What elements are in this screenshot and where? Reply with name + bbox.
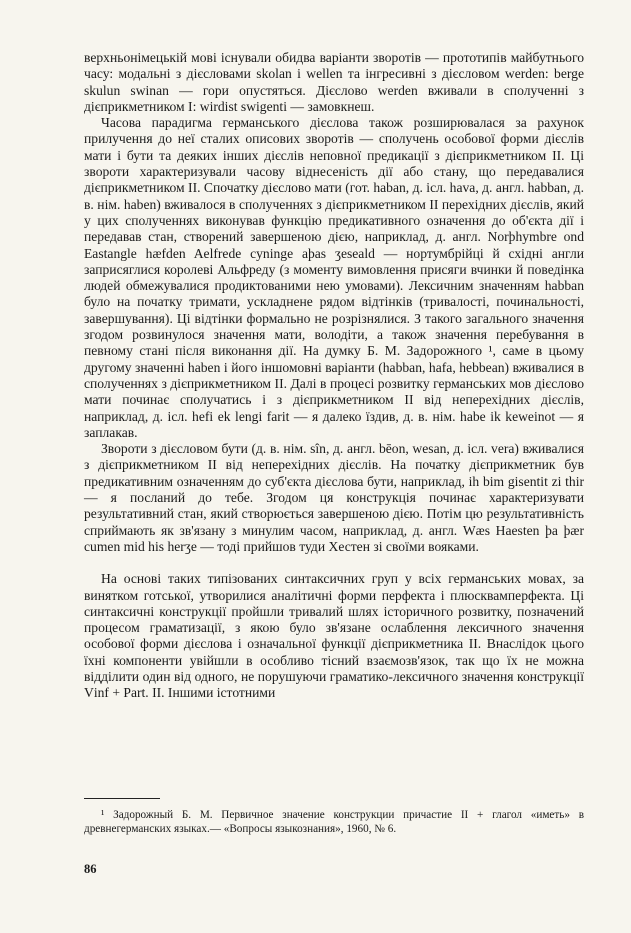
paragraph-3: Звороти з дієсловом бути (д. в. нім. sîn, д. англ. bēon, wesan, д. icл. vera) вживалися з дієприкметником II від неперехідних дієслів. На початку дієприкметник був предикативним означенням до суб'єкта дієслова бути, наприклад, ih bim gisentit zi thir — я посланий до тебе. Згодом ця конструкція починає характеризувати результативний стан, який створюється завершеною дією. Потім цю результативність сприймають як зв'язану з минулим часом, наприклад, д. англ. Wæs Haesten þa þær cumen mid his herʒe — тоді прийшов туди Хестен зі своїми вояками. [84,441,584,554]
paragraph-2: Часова парадигма германського дієслова також розширювалася за рахунок прилучення до неї сталих описових зворотів — сполучень особової форми дієслів мати і бути та деяких інших дієслів неповної предикації з дієприкметником II. Ці звороти характеризували часову віднесеність дії або стану, що передавалися дієприкметником II. Спочатку дієслово мати (гот. haban, д. icл. hava, д. англ. habban, д. в. нім. haben) вживалося в сполученнях з дієприкметником II перехідних дієслів, який у цих сполученнях виконував функцію предикативного означення до об'єкта дії і передавав стан, створений завершеною дією, наприклад, д. англ. Norþhymbre ond Eastangle hæfden Aelfrede cyninge aþas ʒeseald — нортумбрійці й східні англи заприсяглися королеві Альфреду (з моменту вимовлення присяги вчинки й поведінка людей обмежувалися продиктованими нею умовами). Лексичним значенням habban було на початку тримати, ускладнене рядом відтінків (тривалості, починальності, завершування). Ці відтінки формально не розрізнялися. З такого загального значення згодом розвинулося значення мати, володіти, а також значення перебування в певному стані після виконання дії. На думку Б. М. Задорожного ¹, саме в цьому другому значенні haben і його іншомовні варіанти (habban, hafa, hebbean) вживалися в сполученнях з дієприкметником II. Далі в процесі розвитку германських мов дієслово мати починає сполучатись і з дієприкметником II від неперехідних дієслів, наприклад, д. icл. hefi ek lengi farit — я далеко їздив, д. в. нім. habe ik keweinot — я заплакав. [84,115,584,440]
footnote: ¹ Задорожный Б. М. Первичное значение конструкции причастие II + глагол «иметь» в древнегерманских языках.— «Вопросы языкознания», 1960, № 6. [84,809,584,835]
page-number: 86 [84,862,97,876]
footnote-rule [84,798,160,799]
body-text [84,50,584,702]
paragraph-4: На основі таких типізованих синтаксичних груп у всіх германських мовах, за винятком готської, утворилися аналітичні форми перфекта і плюсквамперфекта. Ці синтаксичні конструкції пройшли тривалий шлях історичного розвитку, позначений процесом граматизації, з якою було зв'язане ослаблення лексичного значення особової форми дієслова і означальної функції дієприкметника II. Внаслідок цього їхні компоненти увійшли в особливо тісний взаємозв'язок, так що їх не можна відділити один від одного, не порушуючи граматико-лексичного значення конструкції Vіnf + Part. II. Іншими істотними [84,571,584,701]
paragraph-1: верхньонімецькій мові існували обидва варіанти зворотів — прототипів майбутнього часу: модальні з дієсловами skolan і wellen та інгресивні з дієсловом werden: berge skulun swinan — гори опустяться. Дієслово werden вживали в сполученні з дієприкметником I: wirdist swigenti — замовкнеш. [84,50,584,114]
